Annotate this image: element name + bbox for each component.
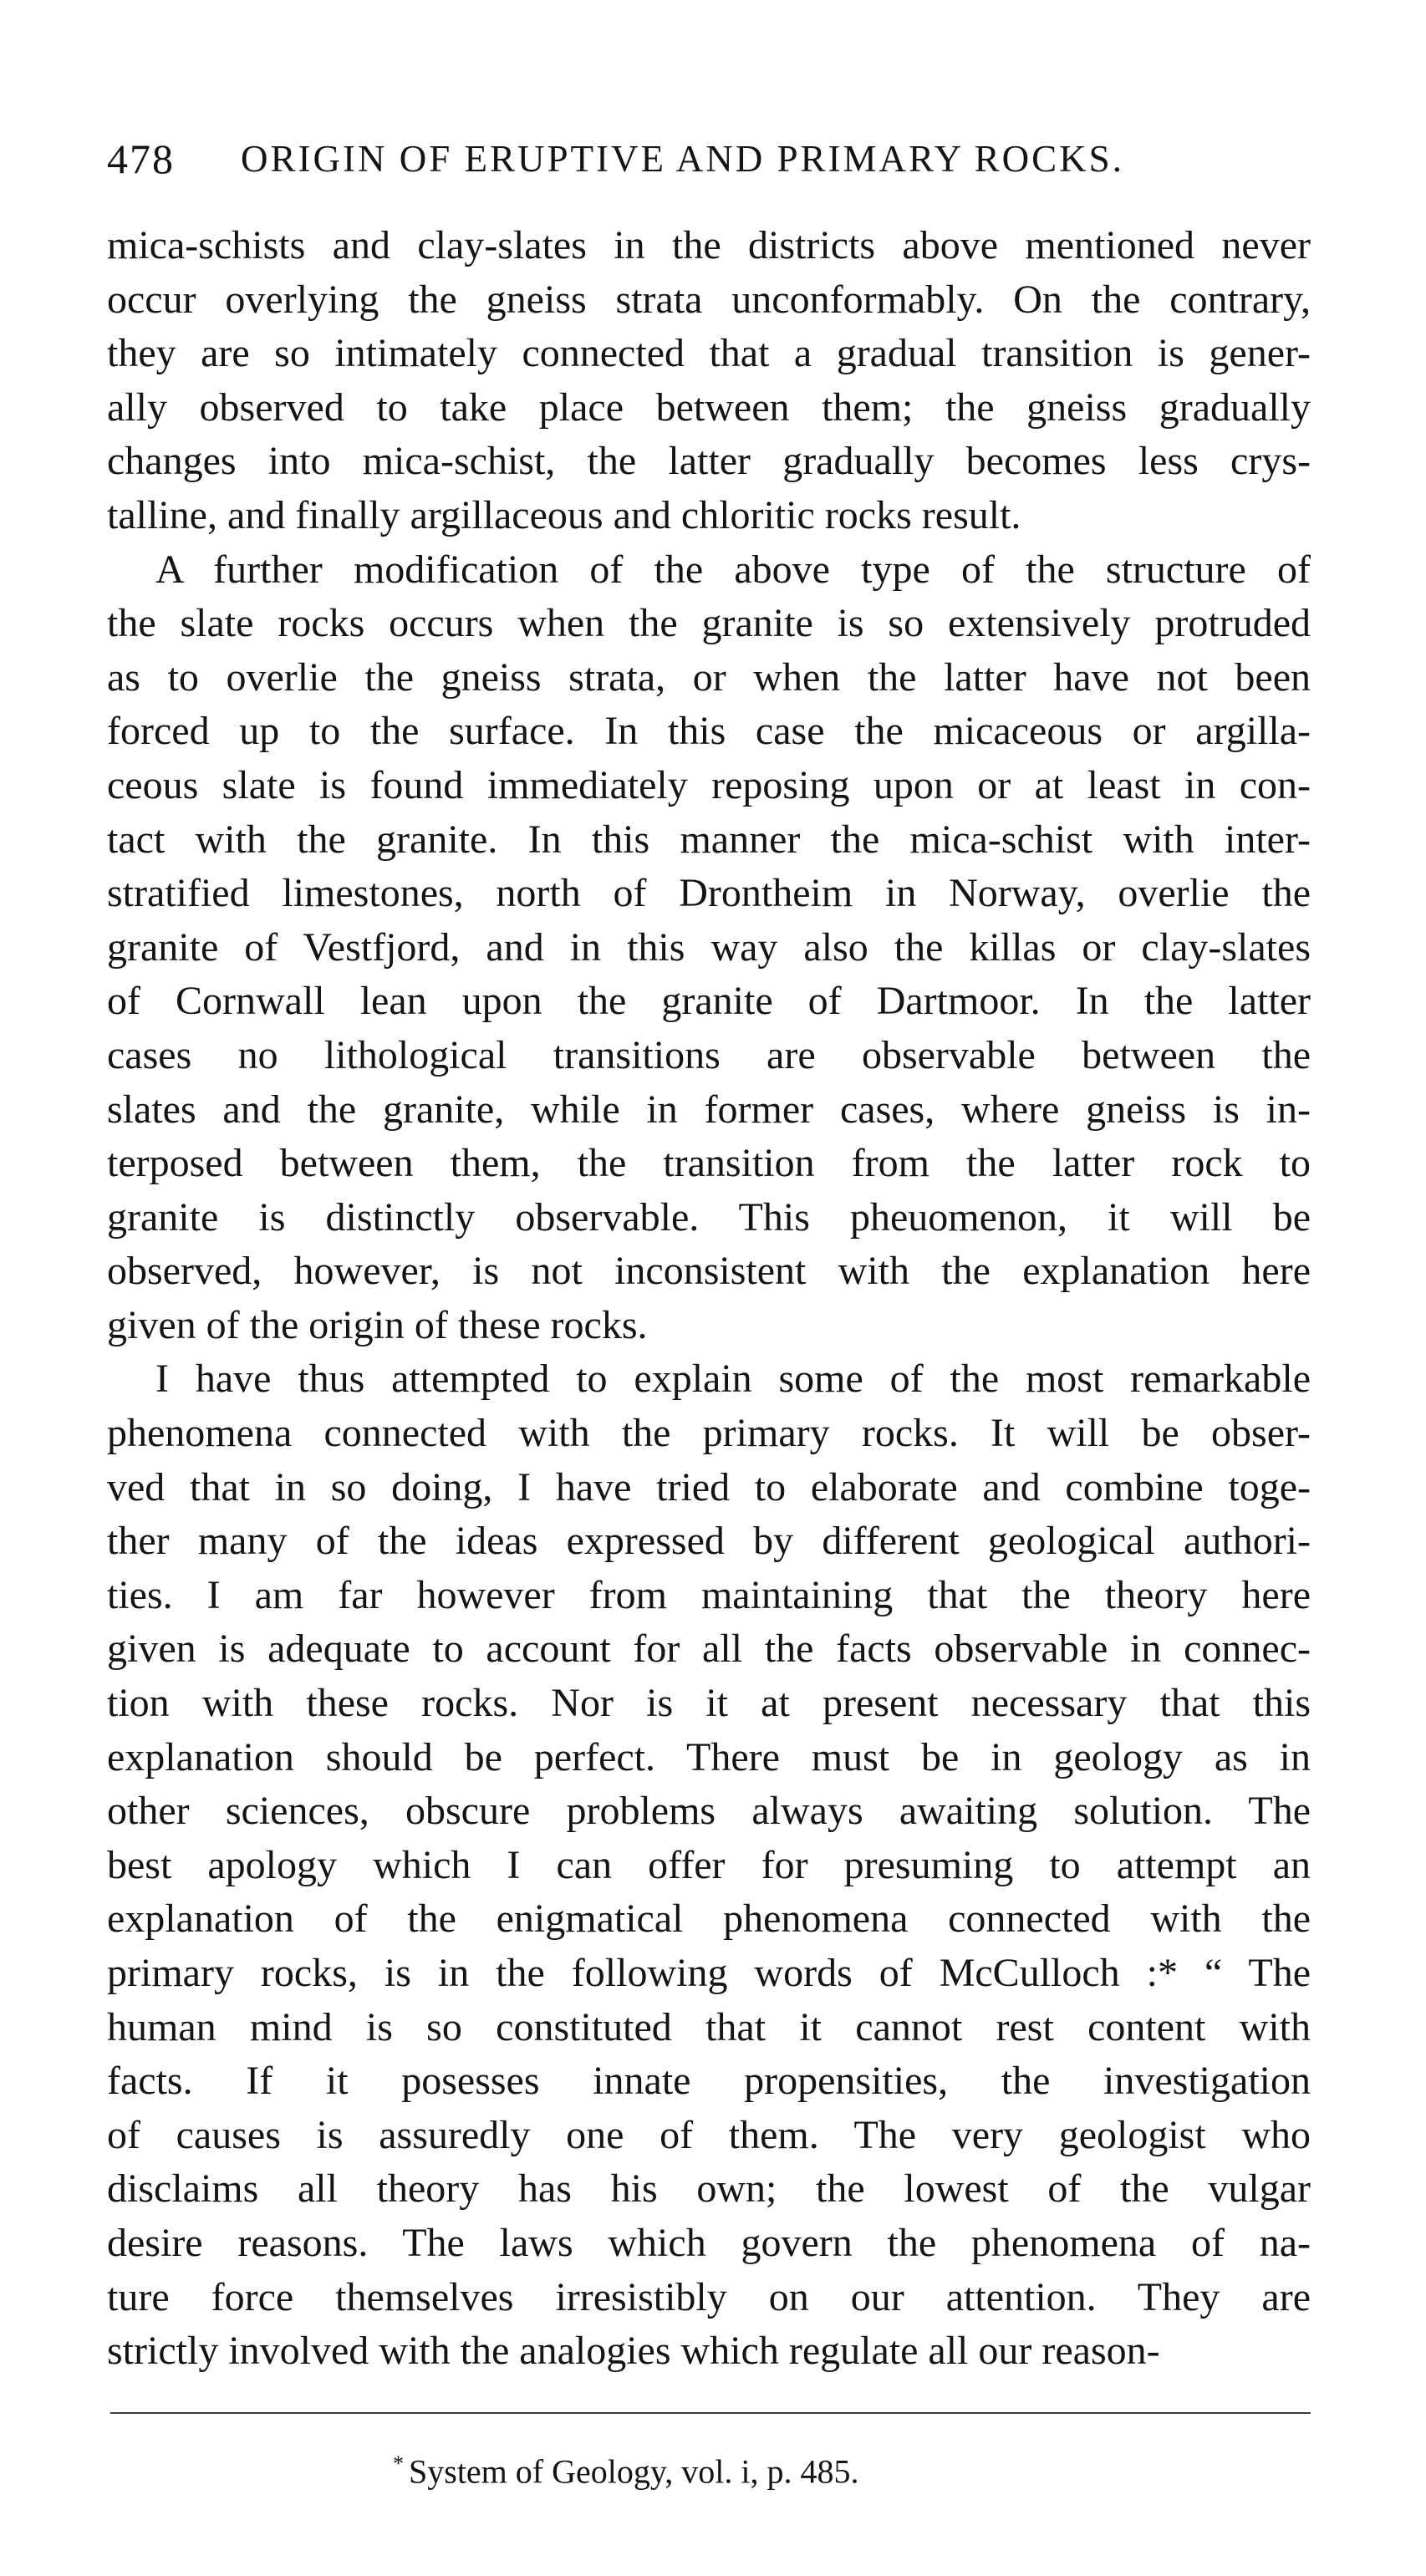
running-title: ORIGIN OF ERUPTIVE AND PRIMARY ROCKS. [241,138,1124,180]
text-line: ther many of the ideas expressed by different geological authori- [107,1519,1311,1564]
text-line: granite of Vestfjord, and in this way also the killas or clay-slates [107,924,1311,970]
page-number: 478 [107,135,175,182]
text-line: changes into mica-schist, the latter gradually becomes less crys- [107,439,1311,484]
paragraph [107,219,1311,543]
text-line: occur overlying the gneiss strata unconformably. On the contrary, [107,277,1311,322]
text-line: disclaims all theory has his own; the lowest of the vulgar [107,2166,1311,2212]
text-line: terposed between them, the transition from the latter rock to [107,1141,1311,1186]
footnote [393,2439,859,2497]
text-line: mica-schists and clay-slates in the districts above mentioned never [107,223,1311,267]
paragraph [107,1352,1311,2378]
text-line: ved that in so doing, I have tried to elaborate and combine toge- [107,1464,1311,1509]
text-line: slates and the granite, while in former cases, where gneiss is in- [107,1087,1311,1132]
footnote-rule [110,2412,1311,2414]
text-line: the slate rocks occurs when the granite is so extensively protruded [107,601,1311,646]
text-line: given is adequate to account for all the facts observable in connec- [107,1627,1311,1672]
text-line: other sciences, obscure problems always awaiting solution. The [107,1789,1311,1834]
text-line: given of the origin of these rocks. [107,1302,648,1347]
text-line: of Cornwall lean upon the granite of Dartmoor. In the latter [107,979,1311,1024]
running-head [107,125,1311,192]
text-line: ties. I am far however from maintaining that the theory here [107,1572,1311,1617]
footnote-mark: * [393,2451,404,2476]
text-line: explanation should be perfect. There must be in geology as in [107,1734,1311,1779]
text-line: observed, however, is not inconsistent with the explanation here [107,1249,1311,1294]
text-line: facts. If it posesses innate propensities, the investigation [107,2059,1311,2104]
text-line: human mind is so constituted that it cannot rest content with [107,2004,1311,2049]
text-line: phenomena connected with the primary rocks. It will be obser- [107,1411,1311,1456]
text-line: of causes is assuredly one of them. The very geologist who [107,2112,1311,2157]
text-line: ture force themselves irresistibly on our attention. They are [107,2274,1311,2319]
paragraph [107,543,1311,1353]
text-line: ally observed to take place between them; the gneiss gradually [107,384,1311,430]
text-line: I have thus attempted to explain some of the most remarkable [155,1357,1311,1402]
text-line: ceous slate is found immediately reposing upon or at least in con- [107,762,1311,807]
text-line: talline, and finally argillaceous and chloritic rocks result. [107,492,1021,537]
text-line: explanation of the enigmatical phenomena connected with the [107,1896,1311,1942]
text-line: stratified limestones, north of Drontheim in Norway, overlie the [107,871,1311,916]
text-line: A further modification of the above type of the structure of [155,547,1311,592]
text-line: primary rocks, is in the following words of McCulloch :* “ The [107,1951,1311,1995]
text-line: forced up to the surface. In this case the micaceous or argilla- [107,709,1311,754]
text-line: desire reasons. The laws which govern the phenomena of na- [107,2220,1311,2265]
text-line: granite is distinctly observable. This pheuomenon, it will be [107,1194,1311,1240]
body-text [107,219,1311,2379]
text-line: best apology which I can offer for presuming to attempt an [107,1842,1311,1887]
text-line: tact with the granite. In this manner the mica-schist with inter- [107,817,1311,862]
text-line: they are so intimately connected that a gradual transition is gener- [107,331,1311,376]
text-line: tion with these rocks. Nor is it at present necessary that this [107,1681,1311,1726]
text-line: cases no lithological transitions are observable between the [107,1032,1311,1077]
footnote-text: System of Geology, vol. i, p. 485. [409,2452,859,2491]
text-line: strictly involved with the analogies which regulate all our reason- [107,2329,1160,2374]
text-line: as to overlie the gneiss strata, or when the latter have not been [107,654,1311,700]
